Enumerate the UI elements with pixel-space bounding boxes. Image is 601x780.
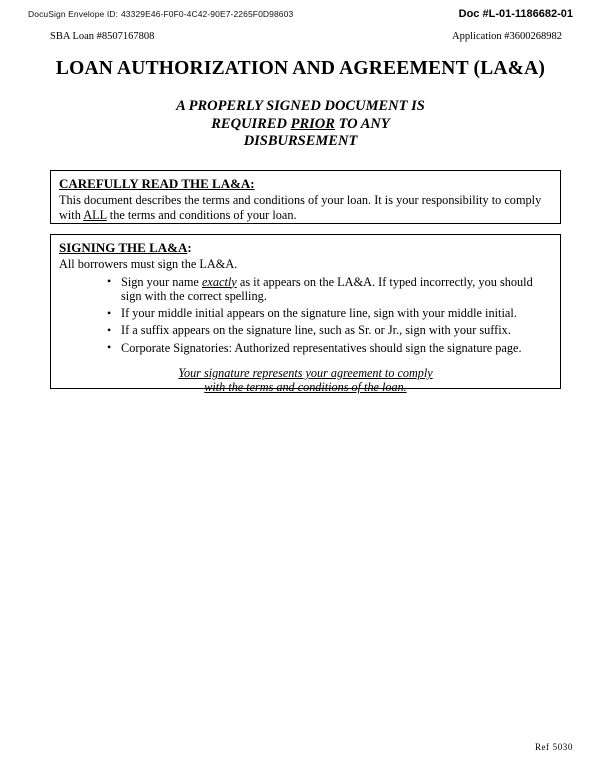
sba-loan-number: SBA Loan #8507167808 bbox=[50, 31, 155, 42]
list-item bbox=[107, 341, 552, 355]
bullet-2-text: If your middle initial appears on the signature line, sign with your middle initial. bbox=[121, 306, 517, 321]
bullet-3-text: If a suffix appears on the signature line, such as Sr. or Jr., sign with your suffix. bbox=[121, 323, 511, 338]
document-subtitle bbox=[0, 98, 601, 151]
doc-number: Doc #L-01-1186682-01 bbox=[458, 8, 573, 20]
subtitle-line-3: DISBURSEMENT bbox=[243, 133, 358, 149]
signing-intro: All borrowers must sign the LA&A. bbox=[59, 257, 238, 271]
list-item bbox=[107, 275, 552, 304]
subtitle-line-2-post: TO ANY bbox=[334, 115, 390, 132]
subtitle-line-2 bbox=[0, 116, 601, 134]
carefully-read-body-post: the terms and conditions of your loan. bbox=[106, 207, 297, 222]
subtitle-line-1: A PROPERLY SIGNED DOCUMENT IS bbox=[176, 98, 425, 114]
carefully-read-body-emphasis: ALL bbox=[83, 207, 107, 222]
signing-bullet-list bbox=[59, 275, 552, 355]
carefully-read-body bbox=[59, 193, 552, 222]
docusign-envelope bbox=[28, 9, 293, 19]
subtitle-line-2-pre: REQUIRED bbox=[211, 115, 291, 132]
signature-agreement-note bbox=[59, 366, 552, 395]
page-title: LOAN AUTHORIZATION AND AGREEMENT (LA&A) bbox=[55, 58, 546, 79]
bullet-4-text: Corporate Signatories: Authorized representatives should sign the signature page. bbox=[121, 340, 522, 355]
signing-heading-colon: : bbox=[187, 240, 192, 255]
signing-instructions-box bbox=[50, 234, 561, 395]
carefully-read-box bbox=[50, 170, 561, 224]
carefully-read-body-pre: This document describes the terms and conditions of your loan. It is your responsibility to comply with bbox=[59, 193, 542, 222]
bullet-1-emphasis: exactly bbox=[201, 274, 237, 289]
footer-reference: Ref 5030 bbox=[534, 742, 573, 752]
signing-heading bbox=[59, 240, 552, 256]
carefully-read-heading-text: CAREFULLY READ THE LA&A: bbox=[59, 176, 255, 191]
docusign-envelope-id: 43329E46-F0F0-4C42-90E7-2265F0D98603 bbox=[120, 9, 294, 19]
docusign-header bbox=[28, 8, 573, 20]
signing-heading-text: SIGNING THE LA&A bbox=[59, 240, 188, 255]
application-number: Application #3600268982 bbox=[452, 31, 562, 42]
docusign-envelope-label: DocuSign Envelope ID: bbox=[28, 9, 118, 19]
loan-subheader bbox=[50, 31, 562, 42]
carefully-read-heading bbox=[59, 176, 552, 192]
bullet-1-pre: Sign your name bbox=[121, 274, 202, 289]
list-item bbox=[107, 306, 552, 320]
subtitle-line-2-underlined: PRIOR bbox=[290, 115, 335, 132]
signature-note-line-2: with the terms and conditions of the loan. bbox=[204, 380, 407, 395]
signature-note-line-1: Your signature represents your agreement to comply bbox=[178, 365, 433, 380]
list-item bbox=[107, 323, 552, 337]
bullet-1-post: as it appears on the LA&A. If typed incorrectly, you should sign with the correct spelling. bbox=[121, 274, 533, 303]
